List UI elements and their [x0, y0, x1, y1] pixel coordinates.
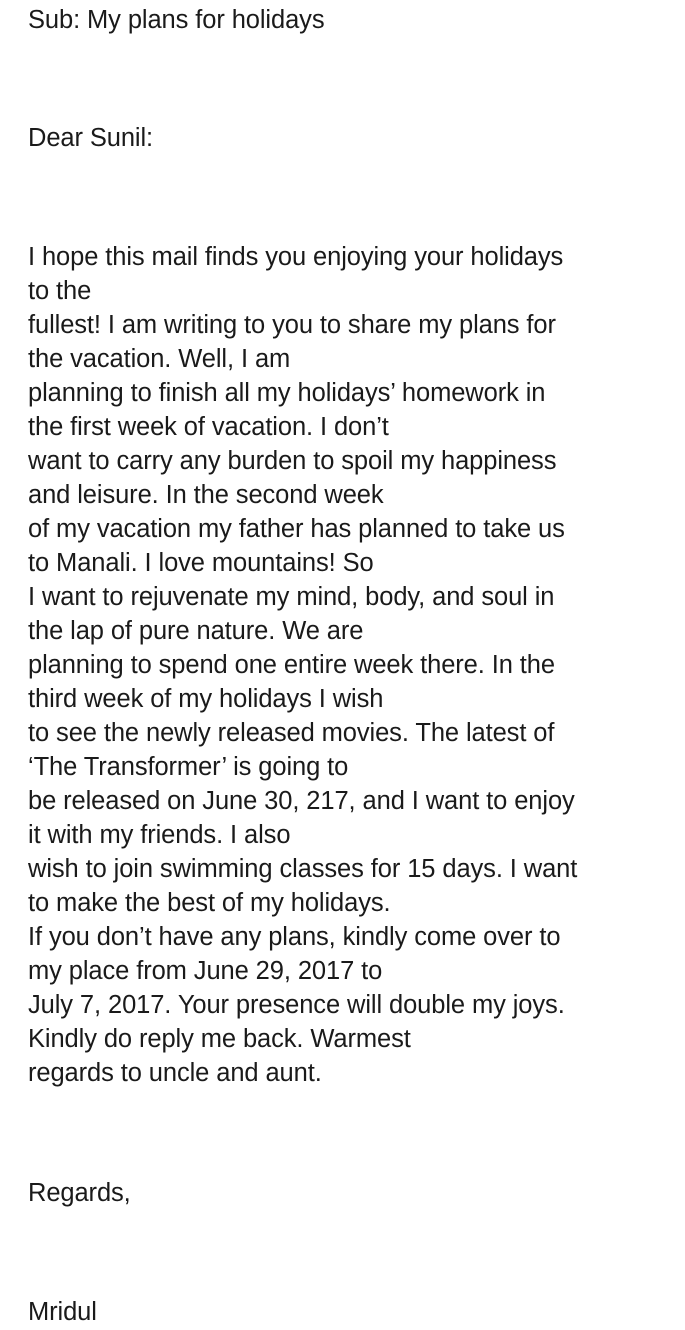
- body-line: be released on June 30, 217, and I want to enjoy: [28, 787, 575, 815]
- body-line: If you don’t have any plans, kindly come over to: [28, 923, 561, 951]
- body-line: want to carry any burden to spoil my happiness: [28, 447, 557, 475]
- body-line: to make the best of my holidays.: [28, 889, 391, 917]
- body-line: it with my friends. I also: [28, 821, 291, 849]
- body-line: the first week of vacation. I don’t: [28, 413, 389, 441]
- body-line: I want to rejuvenate my mind, body, and soul in: [28, 583, 555, 611]
- body-line: of my vacation my father has planned to take us: [28, 515, 565, 543]
- body-line: planning to spend one entire week there. In the: [28, 651, 555, 679]
- body-line: July 7, 2017. Your presence will double my joys.: [28, 991, 565, 1019]
- body-line: to the: [28, 277, 92, 305]
- body-line: regards to uncle and aunt.: [28, 1059, 322, 1087]
- body-line: and leisure. In the second week: [28, 481, 384, 509]
- body-line: ‘The Transformer’ is going to: [28, 753, 349, 781]
- letter-subject: Sub: My plans for holidays: [28, 6, 325, 34]
- body-line: to see the newly released movies. The latest of: [28, 719, 555, 747]
- body-line: I hope this mail finds you enjoying your holidays: [28, 243, 564, 271]
- body-line: the lap of pure nature. We are: [28, 617, 364, 645]
- body-line: wish to join swimming classes for 15 days. I want: [28, 855, 578, 883]
- body-line: to Manali. I love mountains! So: [28, 549, 374, 577]
- body-line: fullest! I am writing to you to share my plans for: [28, 311, 556, 339]
- body-line: my place from June 29, 2017 to: [28, 957, 383, 985]
- body-line: the vacation. Well, I am: [28, 345, 291, 373]
- letter-closing: Regards,: [28, 1179, 131, 1207]
- body-line: Kindly do reply me back. Warmest: [28, 1025, 411, 1053]
- letter-signature: Mridul: [28, 1298, 97, 1326]
- letter-greeting: Dear Sunil:: [28, 124, 154, 152]
- letter-body: [28, 240, 577, 1090]
- body-line: third week of my holidays I wish: [28, 685, 384, 713]
- body-line: planning to finish all my holidays’ homework in: [28, 379, 546, 407]
